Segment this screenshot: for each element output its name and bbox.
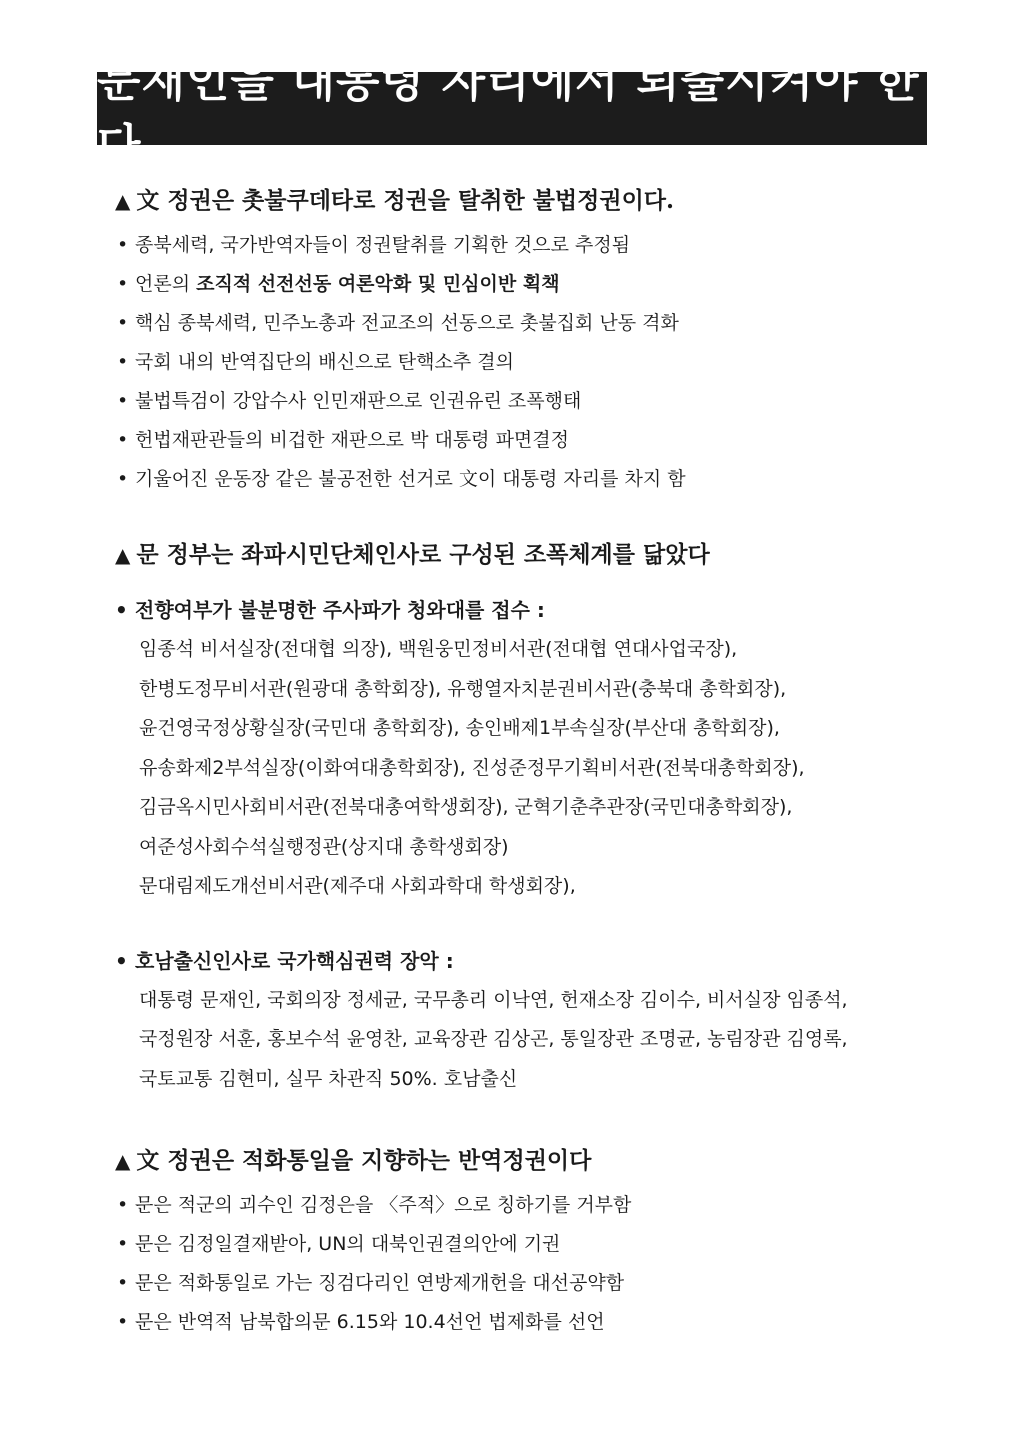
triangle-icon: ▲: [115, 1149, 131, 1173]
text-line: 유송화제2부석실장(이화여대총학회장), 진성준정무기획비서관(전북대총학회장),: [139, 756, 805, 779]
list-item: • 종북세력, 국가반역자들이 정권탈취를 기획한 것으로 추정됨: [117, 226, 995, 265]
bullet-icon: •: [117, 273, 129, 295]
section-heading: [115, 1146, 995, 1176]
page-title: 문재인을 대통령 자리에서 퇴출시켜야 한다: [97, 72, 927, 145]
list-item: • 문은 김정일결재받아, UN의 대북인권결의안에 기권: [117, 1225, 995, 1264]
bullet-icon: •: [115, 598, 128, 622]
section-heading-text: 文 정권은 적화통일을 지향하는 반역정권이다: [136, 1147, 592, 1174]
list-item: • 기울어진 운동장 같은 불공전한 선거로 文이 대통령 자리를 차지 함: [117, 460, 995, 499]
bullet-icon: •: [117, 390, 129, 412]
section-leftist-network: [115, 540, 995, 1099]
text-line: 국정원장 서훈, 홍보수석 윤영찬, 교육장관 김상곤, 통일장관 조명균, 농림장관 김영록,: [139, 1028, 848, 1050]
section-heading: [115, 540, 995, 570]
subsection-heading: • 호남출신인사로 국가핵심권력 장악 :: [115, 941, 995, 981]
list-item: • 문은 적군의 괴수인 김정은을 〈주적〉으로 칭하기를 거부함: [117, 1186, 995, 1225]
bullet-icon: •: [117, 429, 129, 451]
text-line: 한병도정무비서관(원광대 총학회장), 유행열자치분권비서관(충북대 총학회장),: [139, 677, 787, 700]
list-item: • 문은 반역적 남북합의문 6.15와 10.4선언 법제화를 선언: [117, 1303, 995, 1342]
section-heading-text: 文 정권은 촛불쿠데타로 정권을 탈취한 불법정권이다.: [136, 187, 675, 214]
bullet-icon: •: [117, 234, 129, 256]
triangle-icon: ▲: [115, 189, 131, 213]
section-heading: [115, 186, 995, 216]
list-item: • 언론의 조직적 선전선동 여론악화 및 민심이반 획책: [117, 265, 995, 304]
list-item: • 헌법재판관들의 비겁한 재판으로 박 대통령 파면결정: [117, 421, 995, 460]
list-item: • 국회 내의 반역집단의 배신으로 탄핵소추 결의: [117, 343, 995, 382]
bullet-icon: •: [115, 948, 128, 973]
triangle-icon: ▲: [115, 543, 131, 567]
text-line: 문대림제도개선비서관(제주대 사회과학대 학생회장),: [139, 875, 576, 897]
text-line: 임종석 비서실장(전대협 의장), 백원웅민정비서관(전대협 연대사업국장),: [139, 638, 738, 660]
section-illegal-regime: [115, 186, 995, 499]
text-line: 여준성사회수석실행정관(상지대 총학생회장): [139, 835, 509, 858]
subsection-heading: • 전향여부가 불분명한 주사파가 청와대를 접수 :: [115, 590, 995, 630]
emphasis-text: 조직적 선전선동 여론악화 및 민심이반 획책: [196, 273, 560, 295]
section-treason-regime: [115, 1146, 995, 1342]
text-line: 대통령 문재인, 국회의장 정세균, 국무총리 이낙연, 헌재소장 김이수, 비서실장 임종석,: [139, 988, 848, 1011]
list-item: • 불법특검이 강압수사 인민재판으로 인권유린 조폭행태: [117, 382, 995, 421]
text-line: 국토교통 김현미, 실무 차관직 50%. 호남출신: [139, 1067, 518, 1090]
bullet-icon: •: [117, 351, 129, 373]
bullet-icon: •: [117, 1233, 129, 1255]
list-item: • 문은 적화통일로 가는 징검다리인 연방제개헌을 대선공약함: [117, 1264, 995, 1303]
bullet-icon: •: [117, 468, 129, 490]
text-line: 김금옥시민사회비서관(전북대총여학생회장), 군혁기춘추관장(국민대총학회장),: [139, 796, 793, 818]
text-line: 윤건영국정상황실장(국민대 총학회장), 송인배제1부속실장(부산대 총학회장),: [139, 717, 780, 739]
list-item: • 핵심 종북세력, 민주노총과 전교조의 선동으로 촛불집회 난동 격화: [117, 304, 995, 343]
bullet-icon: •: [117, 1272, 129, 1294]
bullet-icon: •: [117, 312, 129, 334]
bullet-icon: •: [117, 1194, 129, 1216]
bullet-icon: •: [117, 1311, 129, 1333]
section-heading-text: 문 정부는 좌파시민단체인사로 구성된 조폭체계를 닮았다: [136, 541, 710, 568]
